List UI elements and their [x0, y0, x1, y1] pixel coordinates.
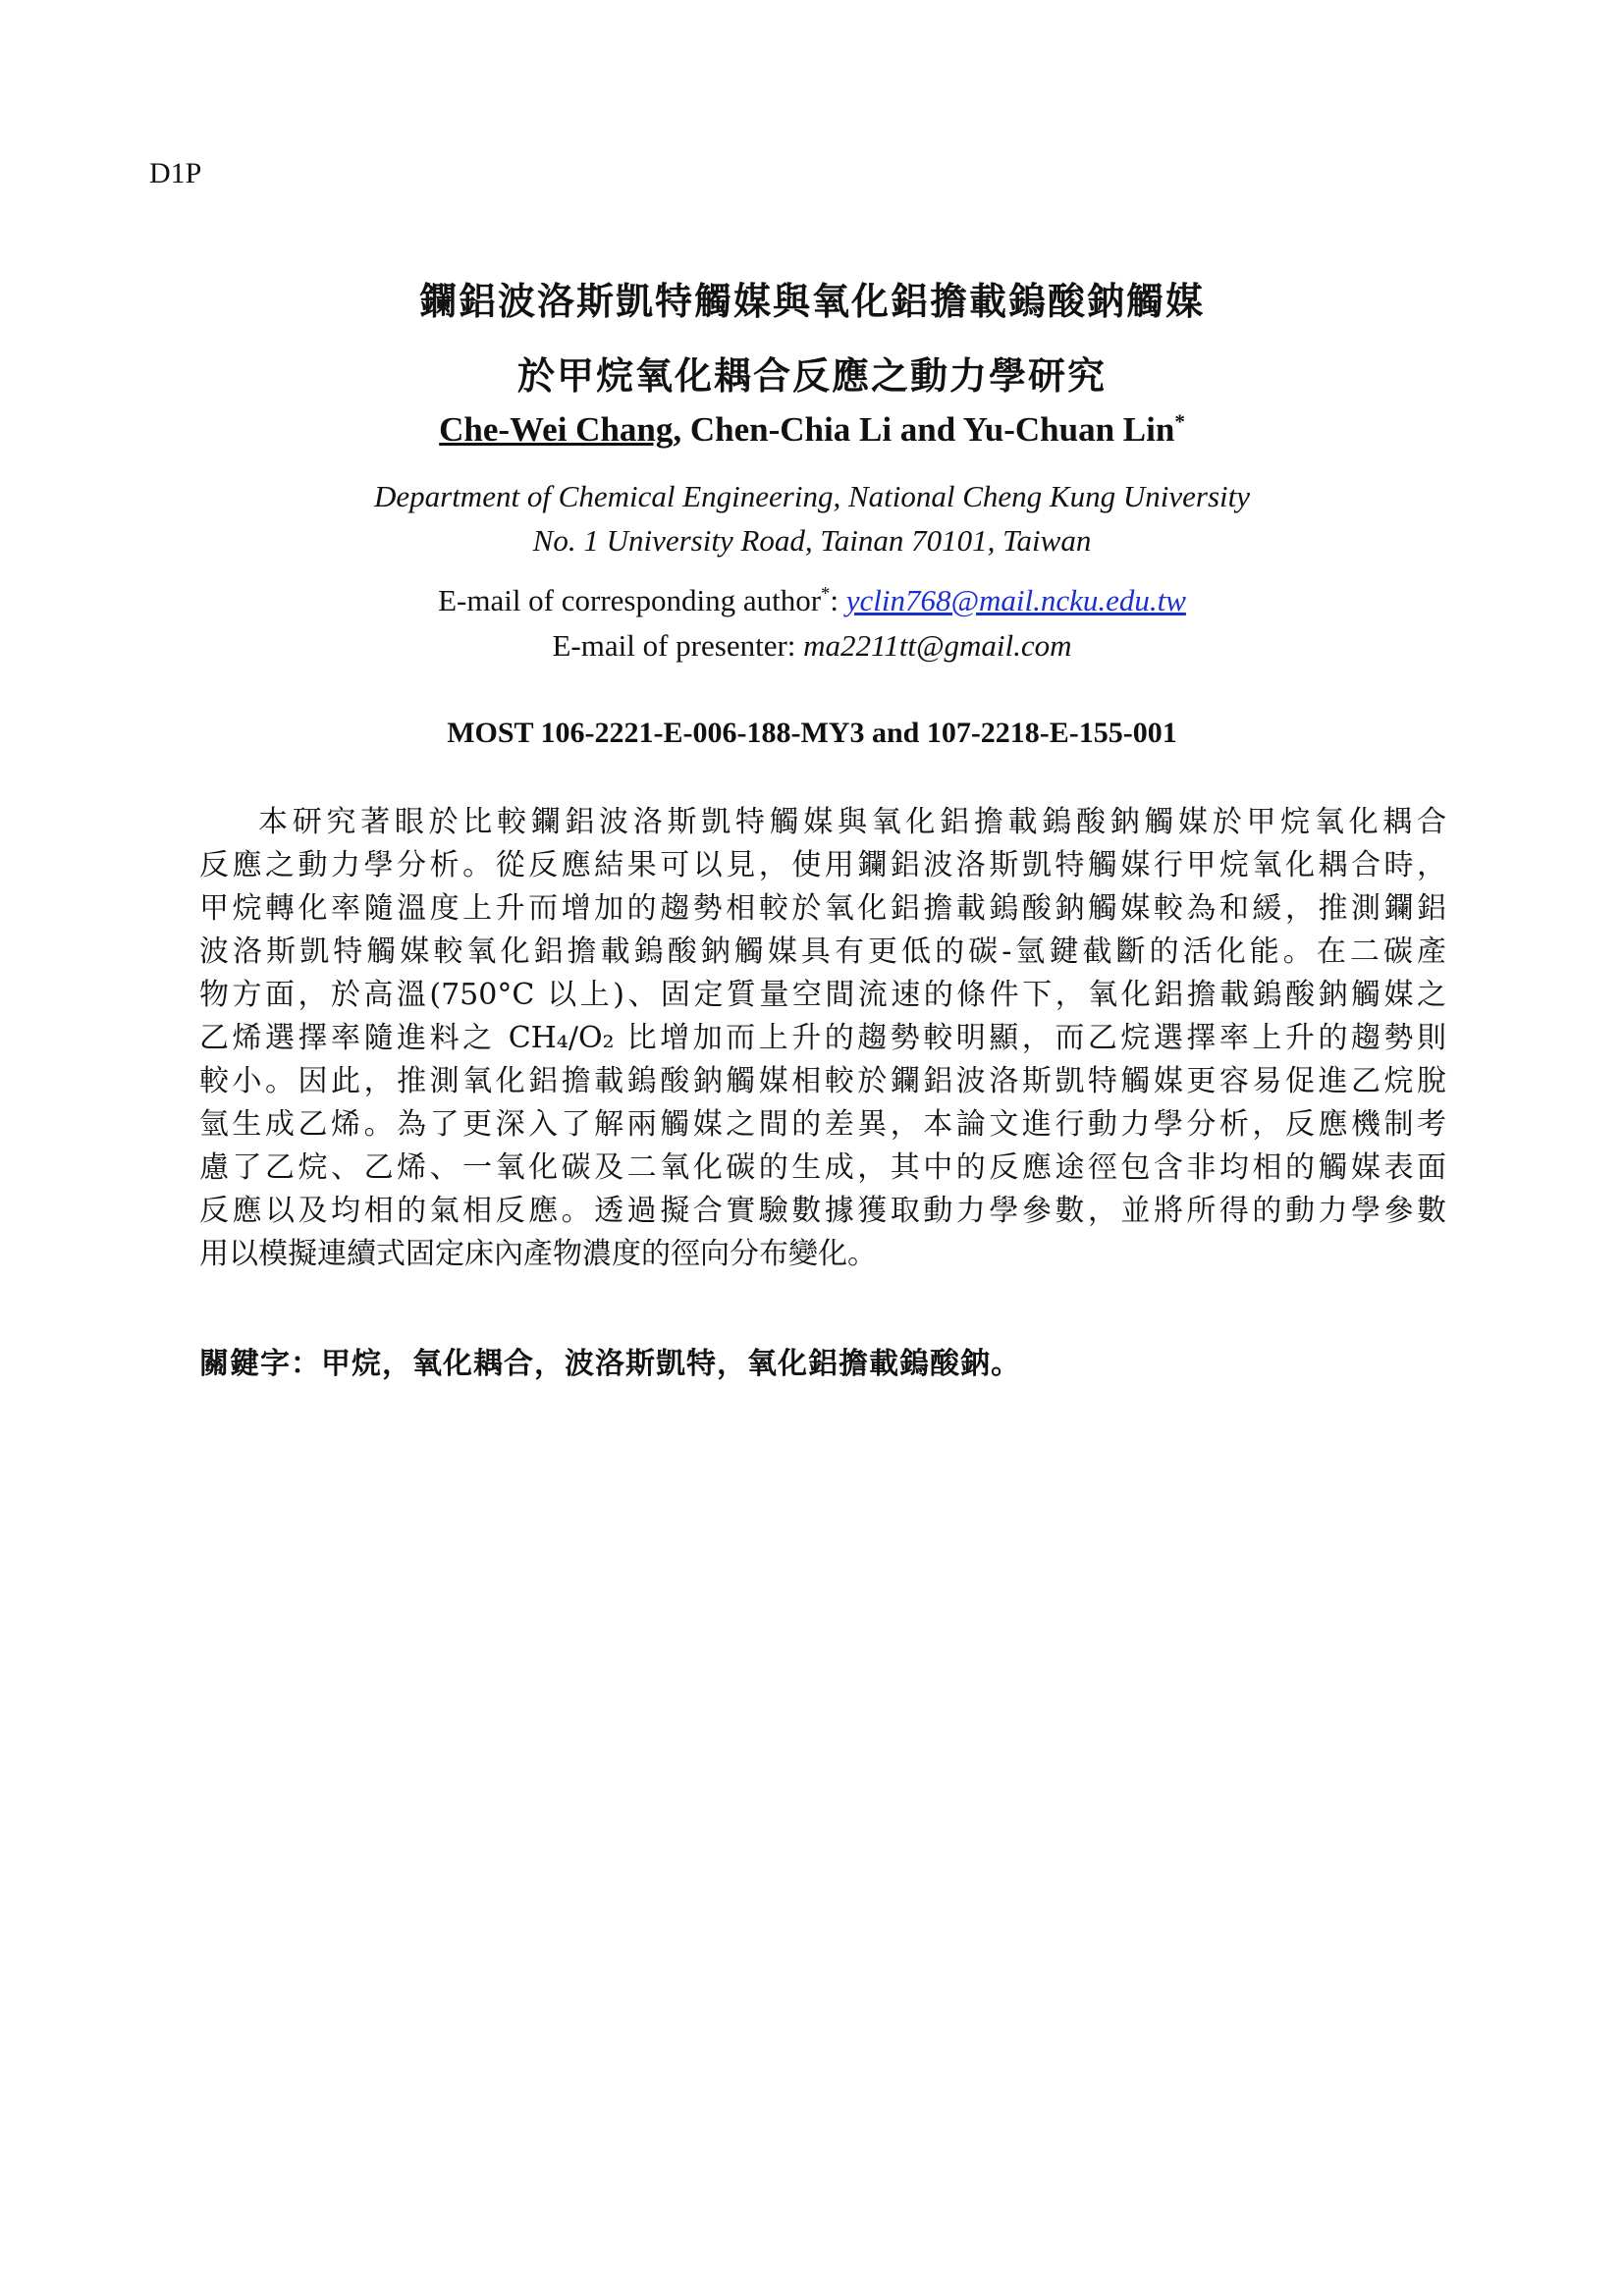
corresponding-email-line [0, 583, 1624, 618]
abstract-line: 慮了乙烷、乙烯、一氧化碳及二氧化碳的生成，其中的反應途徑包含非均相的觸媒表面 [199, 1150, 1446, 1185]
corresponding-email-label: E-mail of corresponding author [438, 583, 822, 617]
grant-number: MOST 106-2221-E-006-188-MY3 and 107-2218-E-155-001 [447, 717, 1177, 749]
abstract-line: 反應以及均相的氣相反應。透過擬合實驗數據獲取動力學參數，並將所得的動力學參數 [199, 1194, 1446, 1228]
author-list [0, 410, 1624, 450]
abstract-line: 氫生成乙烯。為了更深入了解兩觸媒之間的差異，本論文進行動力學分析，反應機制考 [199, 1107, 1446, 1142]
corresponding-email-separator: : [830, 583, 846, 617]
presenter-email-line [0, 628, 1624, 664]
title-line-1: 鑭鋁波洛斯凱特觸媒與氧化鋁擔載鎢酸鈉觸媒 [418, 279, 1205, 323]
presenter-email-label: E-mail of presenter: [552, 628, 804, 663]
corresponding-email-link[interactable]: yclin768@mail.ncku.edu.tw [845, 583, 1186, 617]
abstract-line: 波洛斯凱特觸媒較氧化鋁擔載鎢酸鈉觸媒具有更低的碳-氫鍵截斷的活化能。在二碳產 [199, 934, 1446, 969]
abstract-line: 甲烷轉化率隨溫度上升而增加的趨勢相較於氧化鋁擔載鎢酸鈉觸媒較為和緩，推測鑭鋁 [199, 891, 1446, 926]
document-code: D1P [149, 157, 202, 189]
abstract-line: 用以模擬連續式固定床內產物濃度的徑向分布變化。 [199, 1237, 877, 1271]
presenter-name: Che-Wei Chang [439, 410, 674, 449]
abstract-line: 較小。因此，推測氧化鋁擔載鎢酸鈉觸媒相較於鑭鋁波洛斯凱特觸媒更容易促進乙烷脫 [199, 1064, 1446, 1098]
co-authors: , Chen-Chia Li and Yu-Chuan Lin [673, 410, 1175, 449]
keywords: 關鍵字：甲烷，氧化耦合，波洛斯凱特，氧化鋁擔載鎢酸鈉。 [199, 1347, 1021, 1381]
abstract-line: 物方面，於高溫(750°C 以上)、固定質量空間流速的條件下，氧化鋁擔載鎢酸鈉觸媒之 [199, 978, 1446, 1012]
abstract-line: 乙烯選擇率隨進料之 CH₄/O₂ 比增加而上升的趨勢較明顯，而乙烷選擇率上升的趨勢則 [199, 1021, 1446, 1055]
affiliation-line-2: No. 1 University Road, Tainan 70101, Taiwan [532, 523, 1092, 558]
title-line-2: 於甲烷氧化耦合反應之動力學研究 [516, 353, 1107, 398]
abstract-line: 本研究著眼於比較鑭鋁波洛斯凱特觸媒與氧化鋁擔載鎢酸鈉觸媒於甲烷氧化耦合 [258, 805, 1446, 839]
affiliation-line-1: Department of Chemical Engineering, National Cheng Kung University [373, 479, 1250, 513]
corresponding-mark: * [1174, 409, 1185, 434]
abstract-line: 反應之動力學分析。從反應結果可以見，使用鑭鋁波洛斯凱特觸媒行甲烷氧化耦合時， [199, 848, 1446, 882]
presenter-email-address: ma2211tt@gmail.com [803, 628, 1072, 663]
abstract-body [199, 801, 1446, 1276]
corresponding-email-mark: * [821, 583, 831, 605]
